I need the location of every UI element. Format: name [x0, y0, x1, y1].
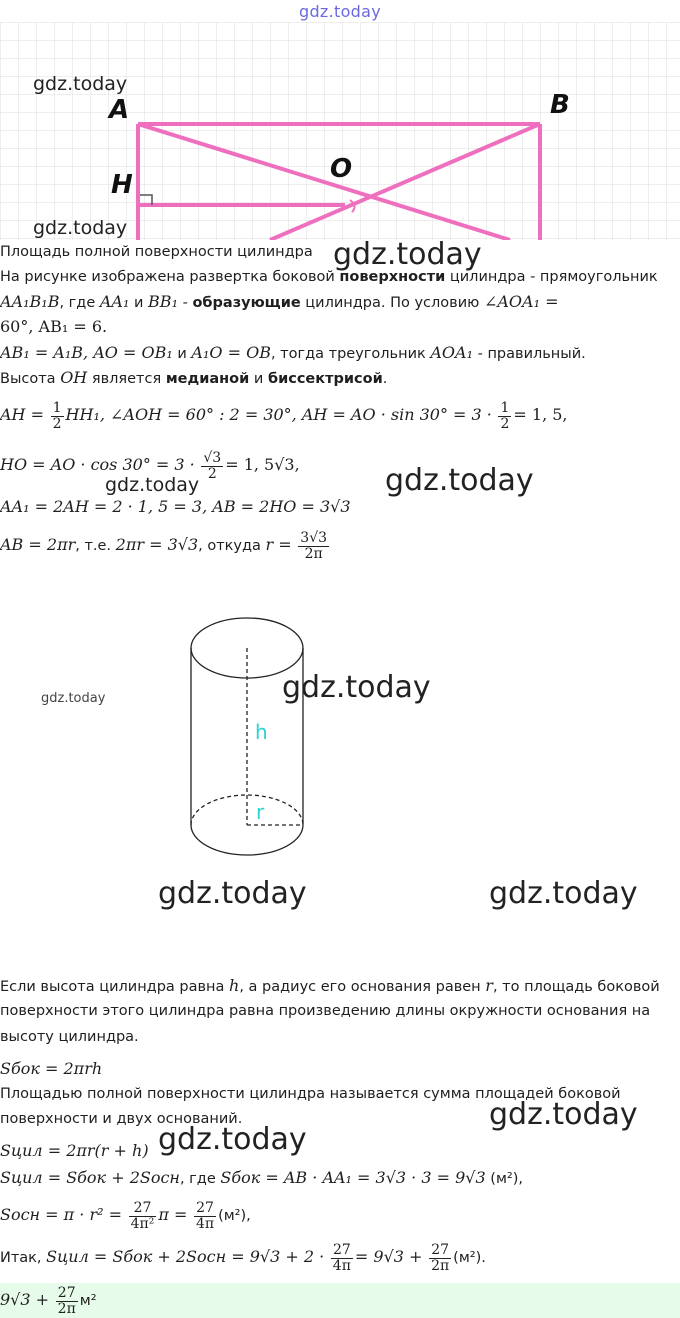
site-logo[interactable]: gdz.today: [299, 2, 381, 21]
watermark: gdz.today: [41, 691, 106, 706]
watermark: gdz.today: [333, 237, 482, 272]
text: (м²),: [485, 1171, 523, 1187]
equation-1: [0, 398, 568, 433]
fraction: [498, 401, 511, 432]
math: ∠AOA₁ =: [483, 292, 559, 311]
paragraph-1-line-2: [0, 291, 559, 314]
equation-9: [0, 1240, 486, 1275]
denominator: 2: [207, 465, 217, 482]
math: Sцил = 2πr(r + h): [0, 1141, 149, 1160]
text: -: [177, 295, 193, 311]
math: A₁O = OB: [191, 343, 271, 362]
numerator: √3: [203, 449, 222, 466]
paragraph-5-line-2: поверхности и двух оснований.: [0, 1111, 243, 1127]
math: 60°, AB₁ = 6.: [0, 317, 108, 336]
denominator: 2π: [304, 545, 323, 562]
answer: [0, 1283, 97, 1318]
label-a: A: [109, 95, 130, 125]
watermark: gdz.today: [489, 1097, 638, 1132]
fraction: [194, 1201, 216, 1232]
text: На рисунке изображена развертка боковой: [0, 269, 340, 285]
text: (м²).: [453, 1250, 486, 1266]
equation-8: [0, 1198, 251, 1233]
math: AOA₁: [430, 343, 473, 362]
watermark: gdz.today: [282, 670, 431, 705]
label-radius: r: [256, 800, 265, 824]
label-h: H: [111, 170, 133, 200]
paragraph-3: [0, 367, 387, 390]
math: HO = AO · cos 30° = 3 ·: [0, 455, 195, 474]
watermark: gdz.today: [158, 876, 307, 911]
text: цилиндра - прямоугольник: [445, 269, 658, 285]
text: Итак,: [0, 1250, 47, 1266]
paragraph-4-line-2: поверхности этого цилиндра равна произведению длины окружности основания на: [0, 1003, 651, 1019]
label-b: B: [550, 90, 570, 120]
fraction: [129, 1201, 157, 1232]
grid-background: [0, 22, 680, 240]
bold-term: поверхности: [339, 269, 446, 285]
text: и: [172, 346, 192, 362]
denominator: 2π: [57, 1300, 76, 1317]
text: , где: [59, 295, 100, 311]
equation-6: [0, 1140, 149, 1163]
denominator: 2π: [431, 1257, 450, 1274]
text: (м²),: [218, 1208, 251, 1224]
bottom-base-front: [191, 825, 303, 855]
watermark: gdz.today: [33, 73, 128, 95]
label-o: O: [330, 154, 353, 184]
numerator: 1: [52, 399, 62, 416]
numerator: 27: [429, 1243, 451, 1259]
fraction: [201, 451, 223, 482]
math: = 1, 5,: [513, 405, 568, 424]
text: , т.е.: [75, 538, 116, 554]
solution-title: Площадь полной поверхности цилиндра: [0, 244, 313, 260]
math: 9√3 +: [0, 1290, 50, 1309]
math: r =: [265, 535, 292, 554]
math: r: [485, 976, 493, 995]
math: π =: [158, 1205, 188, 1224]
text: Если высота цилиндра равна: [0, 979, 230, 995]
watermark: gdz.today: [105, 474, 200, 496]
math: = 1, 5√3,: [225, 455, 300, 474]
watermark: gdz.today: [158, 1122, 307, 1157]
math: Sцил = Sбок + 2Sосн = 9√3 + 2 ·: [46, 1247, 325, 1266]
cylinder-figure: [180, 610, 320, 865]
development-figure: [0, 22, 680, 240]
paragraph-4-line-3: высоту цилиндра.: [0, 1029, 139, 1045]
math: HH₁, ∠AOH = 60° : 2 = 30°, AH = AO · sin 30° = 3 ·: [65, 405, 492, 424]
bold-term: биссектрисой: [267, 371, 383, 387]
numerator: 27: [194, 1201, 216, 1217]
math: 2πr = 3√3: [115, 535, 199, 554]
text: , то площадь боковой: [492, 979, 660, 995]
text: , тогда треугольник: [270, 346, 431, 362]
bold-term: медианой: [165, 371, 250, 387]
numerator: 3√3: [300, 529, 328, 546]
text: и: [249, 371, 268, 387]
math: Sбок = 2πrh: [0, 1059, 103, 1078]
equation-5: [0, 1058, 102, 1081]
fraction: [429, 1243, 451, 1274]
watermark: gdz.today: [385, 463, 534, 498]
fraction: [56, 1286, 78, 1317]
watermark: gdz.today: [33, 217, 128, 239]
math: h: [229, 976, 240, 995]
bold-term: образующие: [192, 295, 301, 311]
math: = 9√3 +: [354, 1247, 423, 1266]
paragraph-1-line-3: [0, 316, 107, 339]
math: AA₁ = 2AH = 2 · 1, 5 = 3, AB = 2HO = 3√3: [0, 497, 351, 516]
fraction: [51, 401, 64, 432]
numerator: 1: [500, 399, 510, 416]
math: Sбок = AB · AA₁ = 3√3 · 3 = 9√3: [220, 1168, 486, 1187]
denominator: 4π: [195, 1215, 215, 1232]
text: , а радиус его основания равен: [239, 979, 486, 995]
answer-bar: [0, 1283, 680, 1318]
math: AH =: [0, 405, 44, 424]
math: OH: [60, 368, 88, 387]
text: - правильный.: [473, 346, 586, 362]
answer-unit: м²: [79, 1293, 97, 1309]
numerator: 27: [56, 1286, 78, 1302]
denominator: 4π: [332, 1257, 351, 1274]
fraction: [298, 531, 329, 562]
text: , откуда: [198, 538, 266, 554]
paragraph-2: [0, 342, 586, 365]
paragraph-1-line-1: [0, 266, 658, 288]
equation-7: [0, 1167, 523, 1190]
text: , где: [179, 1171, 221, 1187]
denominator: 2: [52, 415, 62, 432]
math: AB = 2πr: [0, 535, 76, 554]
equation-4: [0, 528, 331, 563]
text: Высота: [0, 371, 61, 387]
text: .: [382, 371, 388, 387]
text: и: [129, 295, 149, 311]
denominator: 2: [500, 415, 510, 432]
paragraph-5-line-1: Площадью полной поверхности цилиндра называется сумма площадей боковой: [0, 1086, 621, 1102]
fraction: [331, 1243, 353, 1274]
text: цилиндра. По условию: [300, 295, 484, 311]
math: BB₁: [148, 292, 178, 311]
math: AA₁B₁B: [0, 292, 60, 311]
numerator: 27: [331, 1243, 353, 1259]
equation-3: [0, 496, 351, 519]
label-height: h: [255, 720, 268, 744]
math: AA₁: [99, 292, 130, 311]
math: AB₁ = A₁B, AO = OB₁: [0, 343, 173, 362]
watermark: gdz.today: [489, 876, 638, 911]
math: Sосн = π · r² =: [0, 1205, 122, 1224]
math: Sцил = Sбок + 2Sосн: [0, 1168, 180, 1187]
denominator: 4π²: [130, 1215, 155, 1232]
paragraph-4-line-1: [0, 975, 660, 998]
numerator: 27: [129, 1201, 157, 1217]
text: является: [87, 371, 166, 387]
